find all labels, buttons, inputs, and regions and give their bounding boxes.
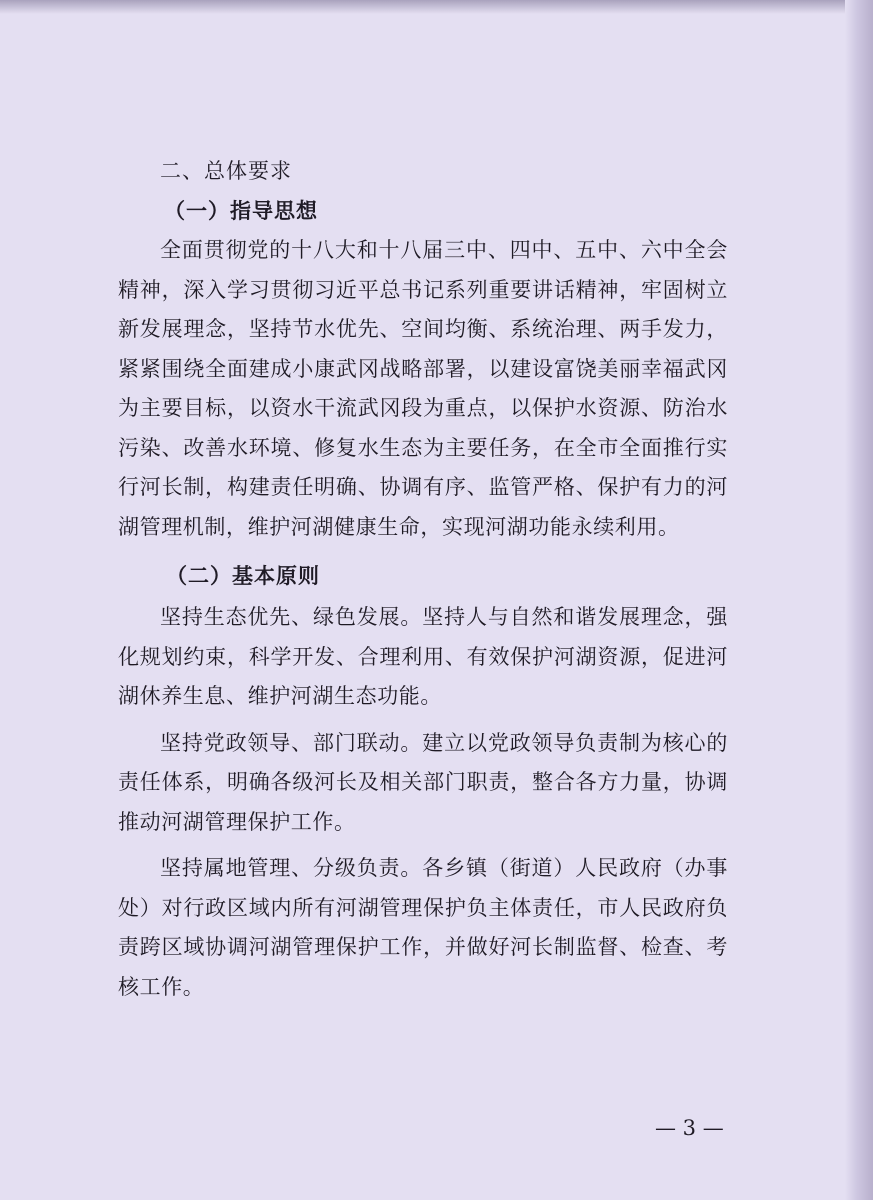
paragraph-principle-1: 坚持生态优先、绿色发展。坚持人与自然和谐发展理念，强化规划约束，科学开发、合理利用、有效保护河湖资源，促进河湖休养生息、维护河湖生态功能。 <box>118 605 728 708</box>
page-number: — 3 — <box>655 1116 724 1140</box>
document-body <box>118 150 728 1007</box>
subsection-title-basic-principles: （二）基本原则 <box>166 564 320 588</box>
page-edge-shadow <box>845 0 873 1200</box>
paragraph-principle-3: 坚持属地管理、分级负责。各乡镇（街道）人民政府（办事处）对行政区域内所有河湖管理保护负主体责任，市人民政府负责跨区域协调河湖管理保护工作，并做好河长制监督、检查、考核工作。 <box>118 856 728 999</box>
section-title: 二、总体要求 <box>160 159 292 183</box>
paragraph-principle-2: 坚持党政领导、部门联动。建立以党政领导负责制为核心的责任体系，明确各级河长及相关部门职责，整合各方力量，协调推动河湖管理保护工作。 <box>118 730 728 834</box>
subsection-title-guiding-ideology: （一）指导思想 <box>164 199 318 223</box>
paragraph-guiding-ideology: 全面贯彻党的十八大和十八届三中、四中、五中、六中全会精神，深入学习贯彻习近平总书记系列重要讲话精神，牢固树立新发展理念，坚持节水优先、空间均衡、系统治理、两手发力，紧紧围绕全面建成小康武冈战略部署，以建设富饶美丽幸福武冈为主要目标，以资水干流武冈段为重点，以保护水资源、防治水污染、改善水环境、修复水生态为主要任务，在全市全面推行实行河长制，构建责任明确、协调有序、监管严格、保护有力的河湖管理机制，维护河湖健康生命，实现河湖功能永续利用。 <box>118 238 728 539</box>
